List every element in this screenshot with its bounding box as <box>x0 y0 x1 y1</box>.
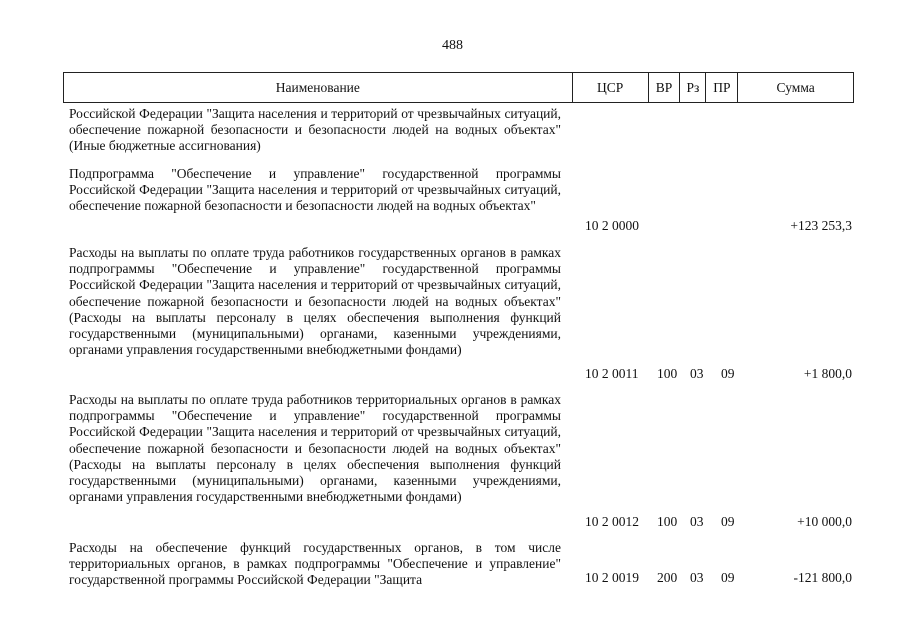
header-pr: ПР <box>706 73 738 102</box>
row-rz: 03 <box>690 366 704 381</box>
table-header <box>63 72 854 103</box>
header-rz: Рз <box>680 73 706 102</box>
row-vr: 200 <box>657 570 678 585</box>
header-csr: ЦСР <box>573 73 649 102</box>
row-csr: 10 2 0012 <box>585 514 639 529</box>
row-sum: -121 800,0 <box>793 570 852 585</box>
row-name: Подпрограмма "Обеспечение и управление" государственной программы Российской Федерации "Защита населения и территорий от чрезвычайных ситуаций, обеспечение пожарной безопасности и безопасности людей на водных объектах" <box>69 166 561 214</box>
header-name: Наименование <box>64 73 573 102</box>
row-sum: +123 253,3 <box>790 218 852 233</box>
header-sum: Сумма <box>776 79 815 95</box>
row-rz: 03 <box>690 514 704 529</box>
row-csr: 10 2 0011 <box>585 366 639 381</box>
row-pr: 09 <box>721 366 735 381</box>
row-pr: 09 <box>721 514 735 529</box>
row-name: Расходы на обеспечение функций государственных органов, в том числе территориальных органов, в рамках подпрограммы "Обеспечение и управление" государственной программы Российской Федерации "Защита <box>69 540 561 588</box>
header-vr: ВР <box>649 73 681 102</box>
row-vr: 100 <box>657 366 678 381</box>
row-sum: +10 000,0 <box>797 514 852 529</box>
row-sum: +1 800,0 <box>803 366 852 381</box>
row-vr: 100 <box>657 514 678 529</box>
row-name: Расходы на выплаты по оплате труда работников территориальных органов в рамках подпрограммы "Обеспечение и управление" государственной программы Российской Федерации "Защита населения и территорий от чрезвычайных ситуаций, обеспечение пожарной безопасности и безопасности людей на водных объектах" (Расходы на выплаты персоналу в целях обеспечения выполнения функций государственными (муниципальными) органами, казенными учреждениями, органами управления государственными внебюджетными фондами) <box>69 392 561 505</box>
row-name: Российской Федерации "Защита населения и территорий от чрезвычайных ситуаций, обеспечение пожарной безопасности и безопасности людей на водных объектах" (Иные бюджетные ассигнования) <box>69 106 561 154</box>
row-pr: 09 <box>721 570 735 585</box>
row-csr: 10 2 0019 <box>585 570 639 585</box>
page-number: 488 <box>442 38 463 53</box>
row-name: Расходы на выплаты по оплате труда работников государственных органов в рамках подпрограммы "Обеспечение и управление" государственной программы Российской Федерации "Защита населения и территорий от чрезвычайных ситуаций, обеспечение пожарной безопасности и безопасности людей на водных объектах" (Расходы на выплаты персоналу в целях обеспечения выполнения функций государственными (муниципальными) органами, казенными учреждениями, органами управления государственными внебюджетными фондами) <box>69 245 561 358</box>
row-rz: 03 <box>690 570 704 585</box>
row-csr: 10 2 0000 <box>585 218 639 233</box>
